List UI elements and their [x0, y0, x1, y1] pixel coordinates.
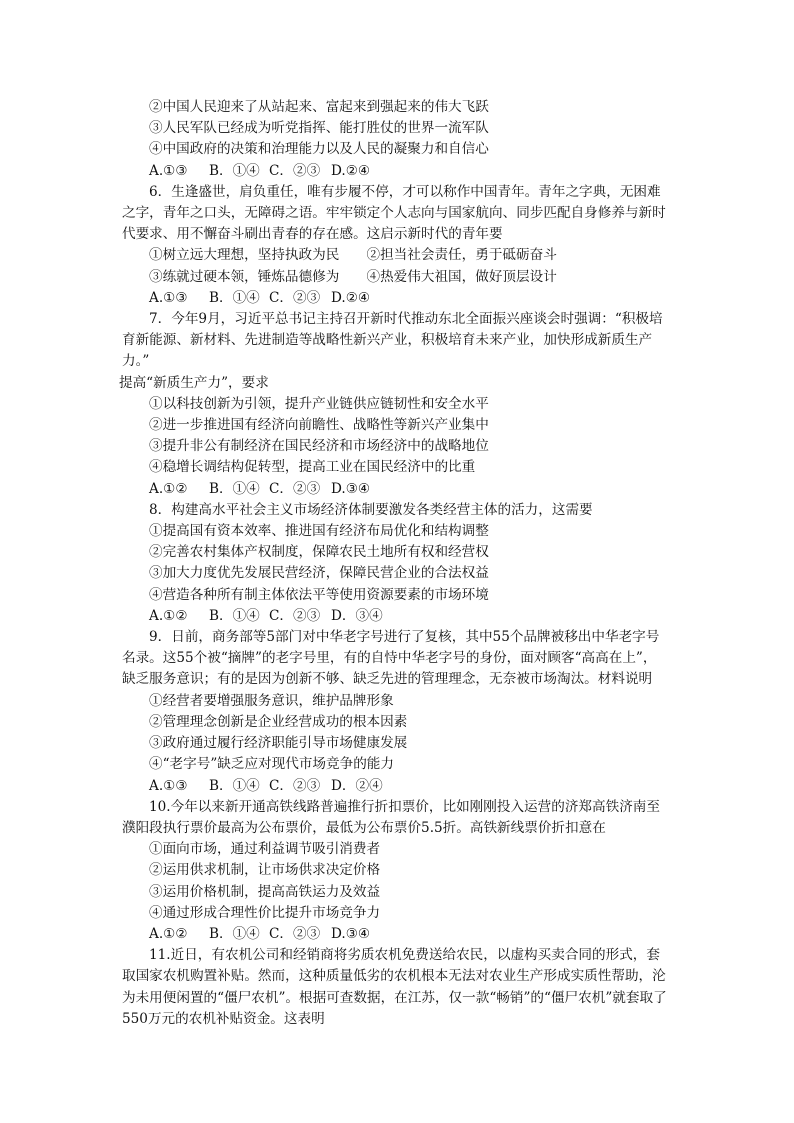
q10-option-4: ④通过形成合理性价比提升市场竞争力 — [149, 904, 381, 921]
q11-stem-line-1: 11.近日，有农机公司和经销商将劣质农机免费送给农民，以虚构买卖合同的形式，套 — [149, 947, 660, 964]
q9-option-1: ①经营者要增强服务意识，维护品牌形象 — [149, 692, 394, 709]
q11-stem-line-2: 取国家农机购置补贴。然而，这种质量低劣的农机根本无法对农业生产形成实质性帮助，沦 — [122, 968, 666, 985]
q10-option-1: ①面向市场，通过利益调节吸引消费者 — [149, 841, 381, 858]
choice-a: A.①③ — [149, 777, 188, 794]
q8-stem: 8．构建高水平社会主义市场经济体制要激发各类经营主体的活力，这需要 — [149, 501, 593, 518]
choice-b: B．①④ — [209, 777, 260, 794]
page-content — [119, 97, 670, 1030]
q6-option-row-2: ③练就过硬本领，锤炼品德修为 ④热爱伟大祖国，做好顶层设计 — [149, 268, 557, 285]
q5-option-4: ④中国政府的决策和治理能力以及人民的凝聚力和自信心 — [149, 141, 489, 158]
q8-option-3: ③加大力度优先发展民营经济，保障民营企业的合法权益 — [149, 565, 489, 582]
q7-option-1: ①以科技创新为引领，提升产业链供应链韧性和安全水平 — [149, 395, 489, 412]
q7-lead: 提高“新质生产力”，要求 — [119, 374, 269, 391]
q11-stem-line-3: 为未用便闲置的“僵尸农机”。根据可查数据，在江苏，仅一款“畅销”的“僵尸农机”就套取了 — [122, 989, 667, 1006]
choice-c: C．②③ — [269, 607, 321, 624]
choice-a: A.①② — [149, 607, 188, 624]
q6-stem-line-2: 之字，青年之口头，无障碍之语。牢牢锁定个人志向与国家航向、同步匹配自身修养与新时 — [122, 205, 666, 222]
choice-a: A.①③ — [149, 289, 188, 306]
choice-b: B．①④ — [209, 607, 260, 624]
q8-answer-choices — [122, 606, 670, 627]
choice-c: C．②③ — [269, 777, 321, 794]
choice-b: B．①④ — [209, 925, 260, 942]
choice-d: D.②④ — [331, 289, 371, 306]
q7-option-3: ③提升非公有制经济在国民经济和市场经济中的战略地位 — [149, 438, 489, 455]
choice-d: D．②④ — [331, 777, 383, 794]
q7-stem-line-2: 育新能源、新材料、先进制造等战略性新兴产业，积极培育未来产业，加快形成新质生产 — [122, 332, 653, 349]
q9-stem-line-1: 9．日前，商务部等5部门对中华老字号进行了复核，其中55个品牌被移出中华老字号 — [149, 629, 660, 646]
q10-answer-choices — [122, 924, 670, 945]
q7-option-2: ②进一步推进国有经济向前瞻性、战略性等新兴产业集中 — [149, 417, 489, 434]
q9-option-2: ②管理理念创新是企业经营成功的根本因素 — [149, 713, 408, 730]
q7-stem-line-1: 7．今年9月，习近平总书记主持召开新时代推动东北全面振兴座谈会时强调：“积极培 — [149, 311, 663, 328]
choice-c: C．②③ — [269, 480, 321, 497]
q5-option-3: ③人民军队已经成为听党指挥、能打胜仗的世界一流军队 — [149, 120, 489, 137]
q6-answer-choices — [122, 288, 670, 309]
choice-b: B．①④ — [209, 289, 260, 306]
q10-option-2: ②运用供求机制，让市场供求决定价格 — [149, 862, 381, 879]
q10-option-3: ③运用价格机制，提高高铁运力及效益 — [149, 883, 381, 900]
q8-option-2: ②完善农村集体产权制度，保障农民土地所有权和经营权 — [149, 544, 489, 561]
choice-c: C．②③ — [269, 289, 321, 306]
choice-c: C．②③ — [269, 925, 321, 942]
choice-c: C．②③ — [269, 162, 321, 179]
q7-answer-choices — [122, 479, 670, 500]
q11-stem-line-4: 550万元的农机补贴资金。这表明 — [122, 1010, 325, 1027]
q7-option-4: ④稳增长调结构促转型，提高工业在国民经济中的比重 — [149, 459, 476, 476]
q9-option-3: ③政府通过履行经济职能引导市场健康发展 — [149, 735, 408, 752]
q9-answer-choices — [122, 776, 670, 797]
q6-stem-line-1: 6．生逢盛世，肩负重任，唯有步履不停，才可以称作中国青年。青年之字典，无困难 — [149, 183, 661, 200]
q8-option-4: ④营造各种所有制主体依法平等使用资源要素的市场环境 — [149, 586, 489, 603]
q10-stem-line-2: 濮阳段执行票价最高为公布票价，最低为公布票价5.5折。高铁新线票价折扣意在 — [122, 819, 606, 836]
q6-option-row-1: ①树立远大理想，坚持执政为民 ②担当社会责任，勇于砥砺奋斗 — [149, 247, 557, 264]
choice-d: D.③④ — [331, 925, 371, 942]
choice-a: A.①③ — [149, 162, 188, 179]
q6-stem-line-3: 代要求、用不懈奋斗刷出青春的存在感。这启示新时代的青年要 — [122, 226, 503, 243]
q5-answer-choices — [122, 161, 670, 182]
q9-stem-line-3: 缺乏服务意识；有的是因为创新不够、缺乏先进的管理理念，无奈被市场淘汰。材料说明 — [122, 671, 653, 688]
choice-a: A.①② — [149, 925, 188, 942]
q9-option-4: ④“老字号”缺乏应对现代市场竞争的能力 — [149, 756, 394, 773]
q7-stem-line-3: 力。” — [122, 353, 150, 370]
choice-a: A.①② — [149, 480, 188, 497]
q5-option-2: ②中国人民迎来了从站起来、富起来到强起来的伟大飞跃 — [149, 99, 489, 115]
choice-b: B．①④ — [209, 480, 260, 497]
q10-stem-line-1: 10.今年以来新开通高铁线路普遍推行折扣票价，比如刚刚投入运营的济郑高铁济南至 — [149, 798, 660, 815]
choice-d: D.③④ — [331, 480, 371, 497]
q8-option-1: ①提高国有资本效率、推进国有经济布局优化和结构调整 — [149, 523, 489, 540]
q9-stem-line-2: 名录。这55个被“摘牌”的老字号里，有的自恃中华老字号的身份，面对顾客“高高在上”， — [122, 650, 657, 667]
choice-b: B．①④ — [209, 162, 260, 179]
choice-d: D.②④ — [331, 162, 371, 179]
choice-d: D．③④ — [331, 607, 383, 624]
